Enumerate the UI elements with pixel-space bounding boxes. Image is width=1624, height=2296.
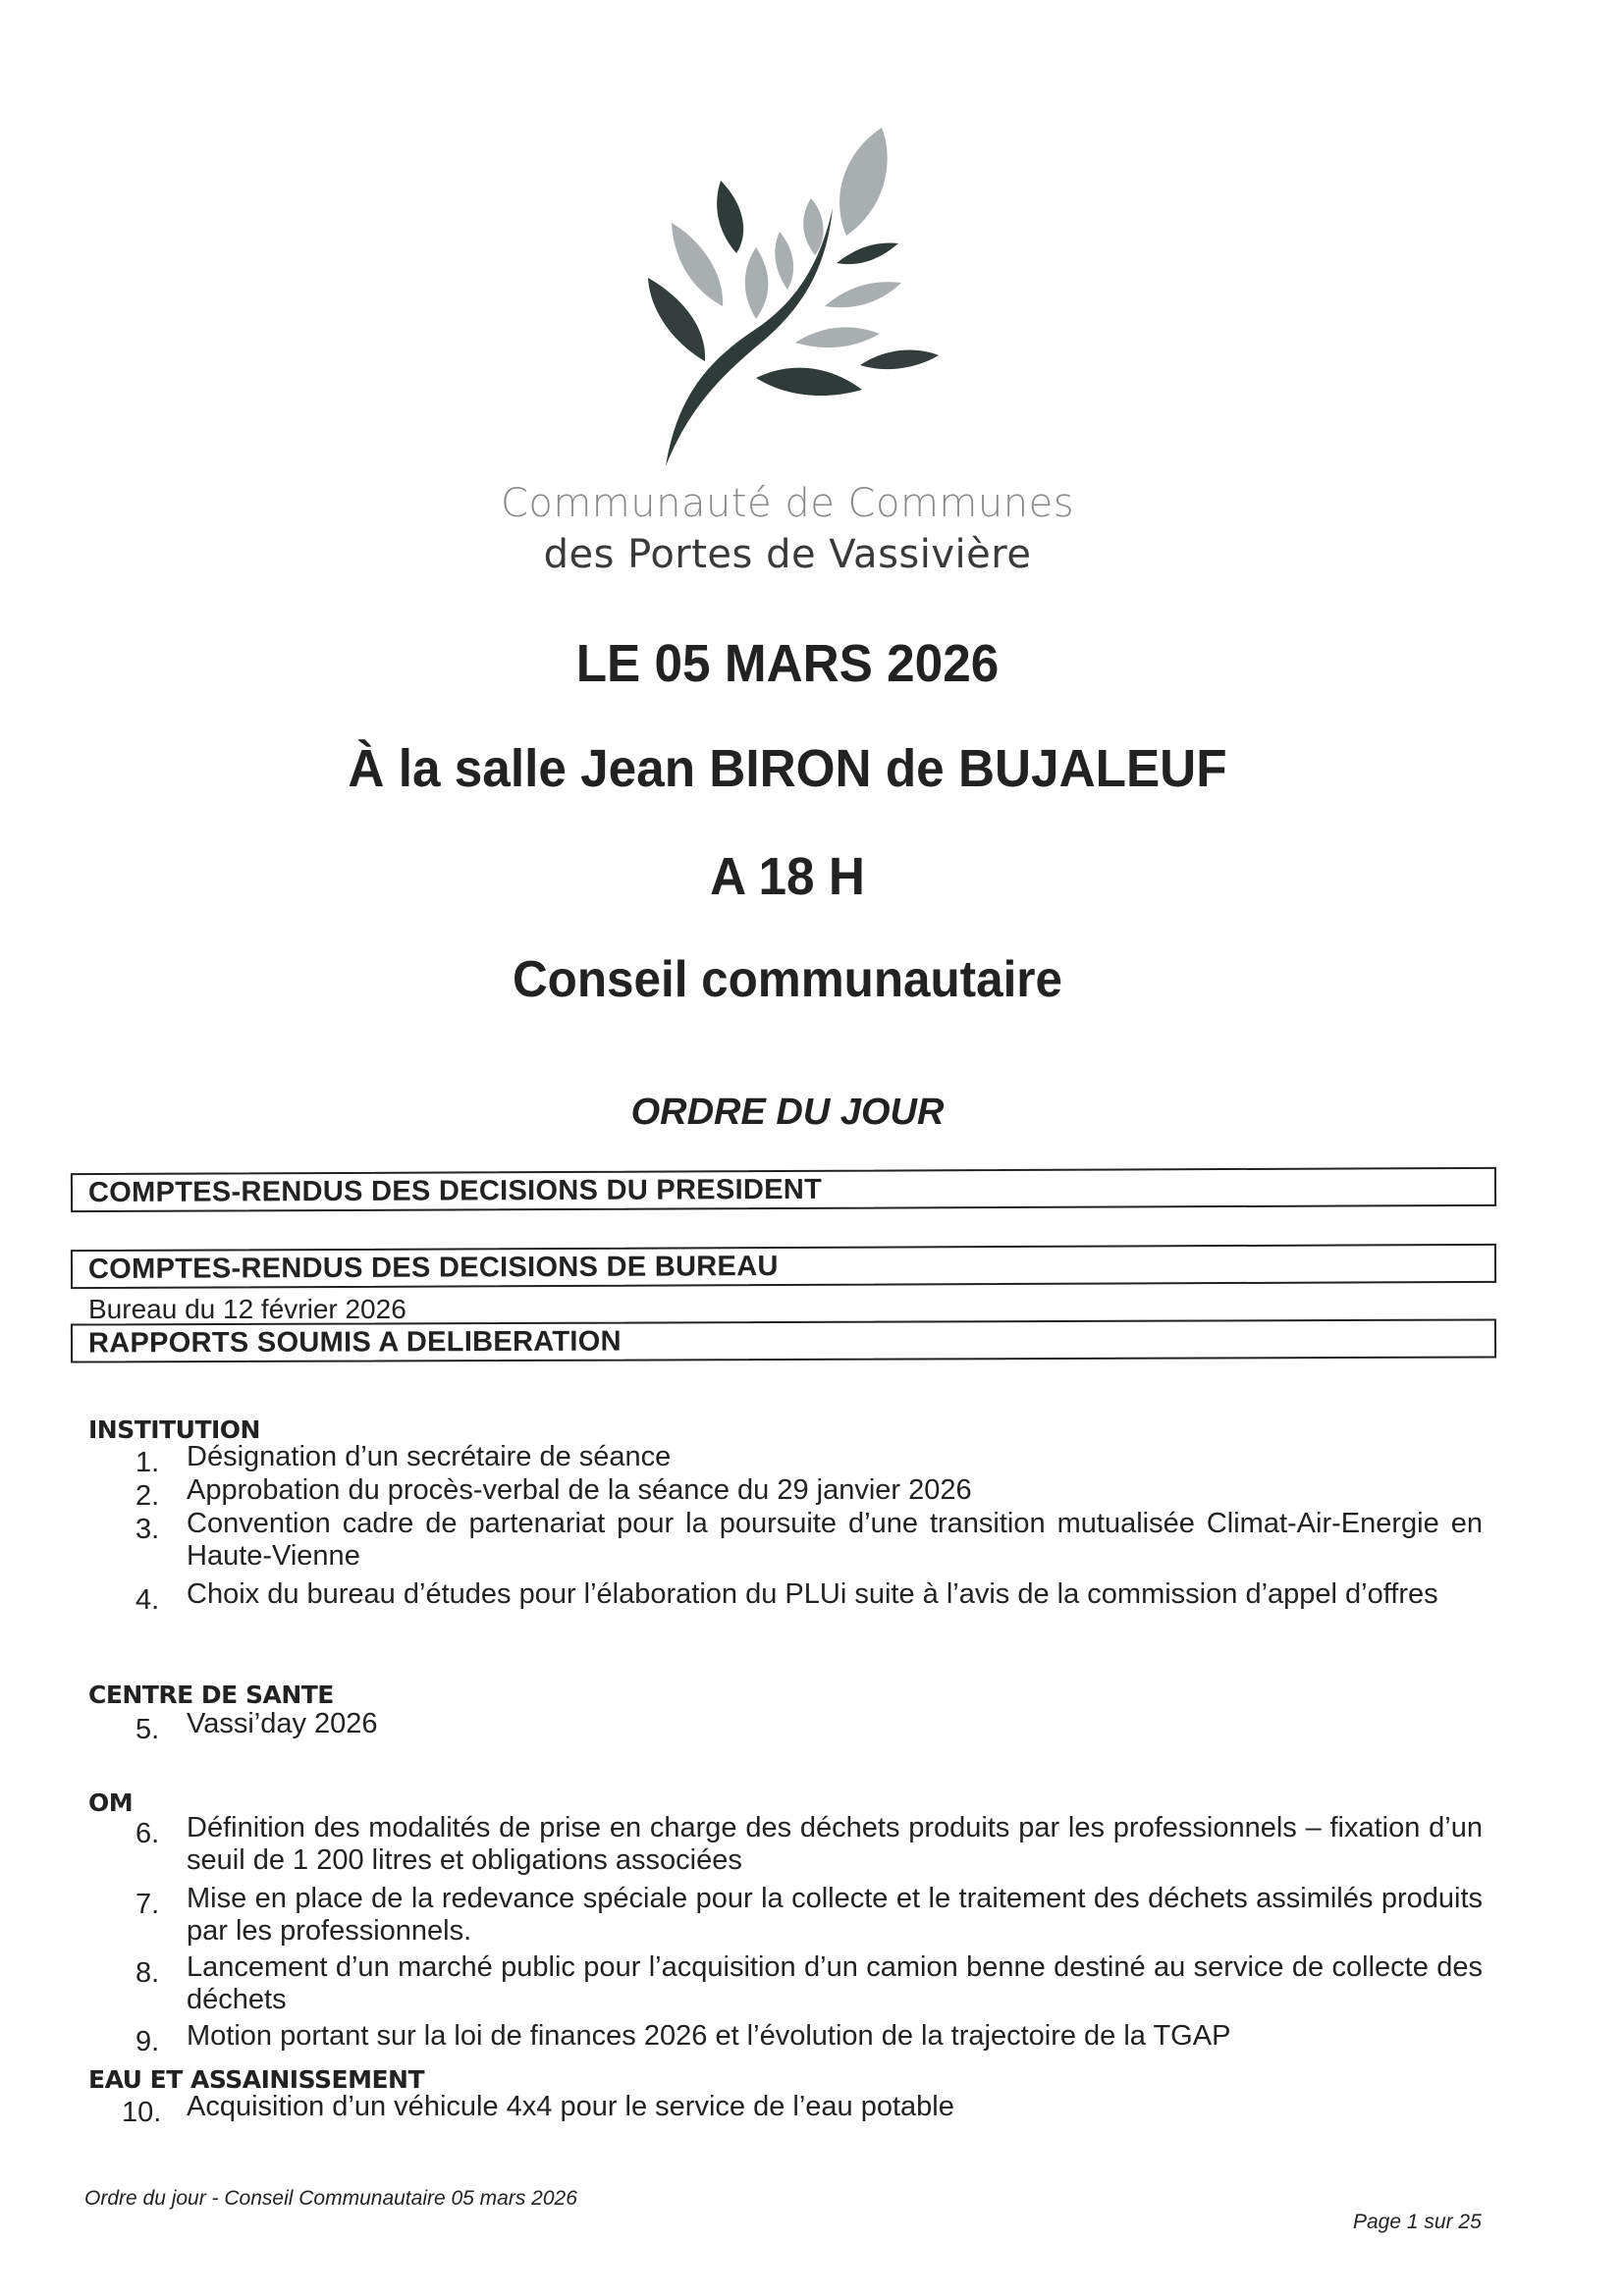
item-number: 2. [135, 1480, 160, 1512]
agenda-item [135, 1578, 1483, 1616]
agenda-item [135, 1708, 1483, 1745]
item-text: Mise en place de la redevance spéciale pour la collecte et le traitement des déchets assimilés produits par les professionnels. [187, 1883, 1483, 1947]
section-title-centre-sante: CENTRE DE SANTE [88, 1681, 334, 1709]
meeting-body: Conseil communautaire [513, 951, 1062, 1008]
agenda-item [135, 1474, 1483, 1512]
leaf-branch-logo-icon [619, 118, 962, 471]
item-number: 10. [122, 2097, 162, 2128]
footer-document-title: Ordre du jour - Conseil Communautaire 05 mars 2026 [84, 2187, 577, 2210]
item-number: 4. [135, 1584, 160, 1616]
item-text: Vassi’day 2026 [187, 1708, 378, 1739]
agenda-item [135, 1883, 1483, 1948]
agenda-heading: ORDRE DU JOUR [630, 1092, 945, 1133]
org-name-line1: Communauté de Communes [500, 481, 1075, 526]
item-text: Choix du bureau d’études pour l’élaboration du PLUi suite à l’avis de la commission d’appel d’offres [187, 1578, 1438, 1610]
bureau-date: Bureau du 12 février 2026 [88, 1294, 406, 1324]
item-text: Définition des modalités de prise en charge des déchets produits par les professionnels – fixation d’un seuil de 1 200 litres et obligations associées [187, 1812, 1483, 1876]
item-text: Motion portant sur la loi de finances 2026 et l’évolution de la trajectoire de la TGAP [187, 2020, 1231, 2052]
meeting-time: A 18 H [710, 847, 865, 906]
org-name-line2: des Portes de Vassivière [543, 532, 1032, 577]
agenda-item [122, 2091, 1483, 2128]
agenda-item [135, 1812, 1483, 1877]
item-text: Approbation du procès-verbal de la séance du 29 janvier 2026 [187, 1474, 972, 1506]
section-box-label: COMPTES-RENDUS DES DECISIONS DE BUREAU [87, 1251, 779, 1286]
page-number: Page 1 sur 25 [1353, 2211, 1482, 2233]
agenda-item [135, 1508, 1483, 1573]
item-number: 7. [135, 1889, 160, 1920]
item-text: Convention cadre de partenariat pour la poursuite d’une transition mutualisée Climat-Air-Energie en Haute-Vienne [187, 1508, 1483, 1572]
meeting-place: À la salle Jean BIRON de BUJALEUF [348, 739, 1227, 798]
section-title-om: OM [88, 1789, 134, 1817]
item-number: 1. [135, 1447, 160, 1478]
section-box-deliberation [71, 1318, 1496, 1362]
item-text: Lancement d’un marché public pour l’acquisition d’un camion benne destiné au service de collecte des déchets [187, 1951, 1483, 2015]
agenda-item [135, 2020, 1483, 2057]
item-number: 5. [135, 1714, 160, 1745]
section-box-bureau [71, 1244, 1496, 1289]
meeting-date: LE 05 MARS 2026 [575, 634, 1000, 693]
agenda-item [135, 1951, 1483, 2016]
item-number: 3. [135, 1514, 160, 1545]
section-box-president [71, 1167, 1496, 1212]
section-title-institution: INSTITUTION [88, 1415, 260, 1444]
section-title-eau-assainissement: EAU ET ASSAINISSEMENT [88, 2065, 425, 2094]
item-text: Désignation d’un secrétaire de séance [187, 1441, 672, 1472]
item-number: 8. [135, 1957, 160, 1989]
item-text: Acquisition d’un véhicule 4x4 pour le service de l’eau potable [187, 2091, 954, 2122]
item-number: 9. [135, 2026, 160, 2057]
section-box-label: RAPPORTS SOUMIS A DELIBERATION [87, 1325, 622, 1360]
item-number: 6. [135, 1818, 160, 1849]
agenda-item [135, 1441, 1483, 1478]
section-box-label: COMPTES-RENDUS DES DECISIONS DU PRESIDENT [87, 1173, 823, 1209]
